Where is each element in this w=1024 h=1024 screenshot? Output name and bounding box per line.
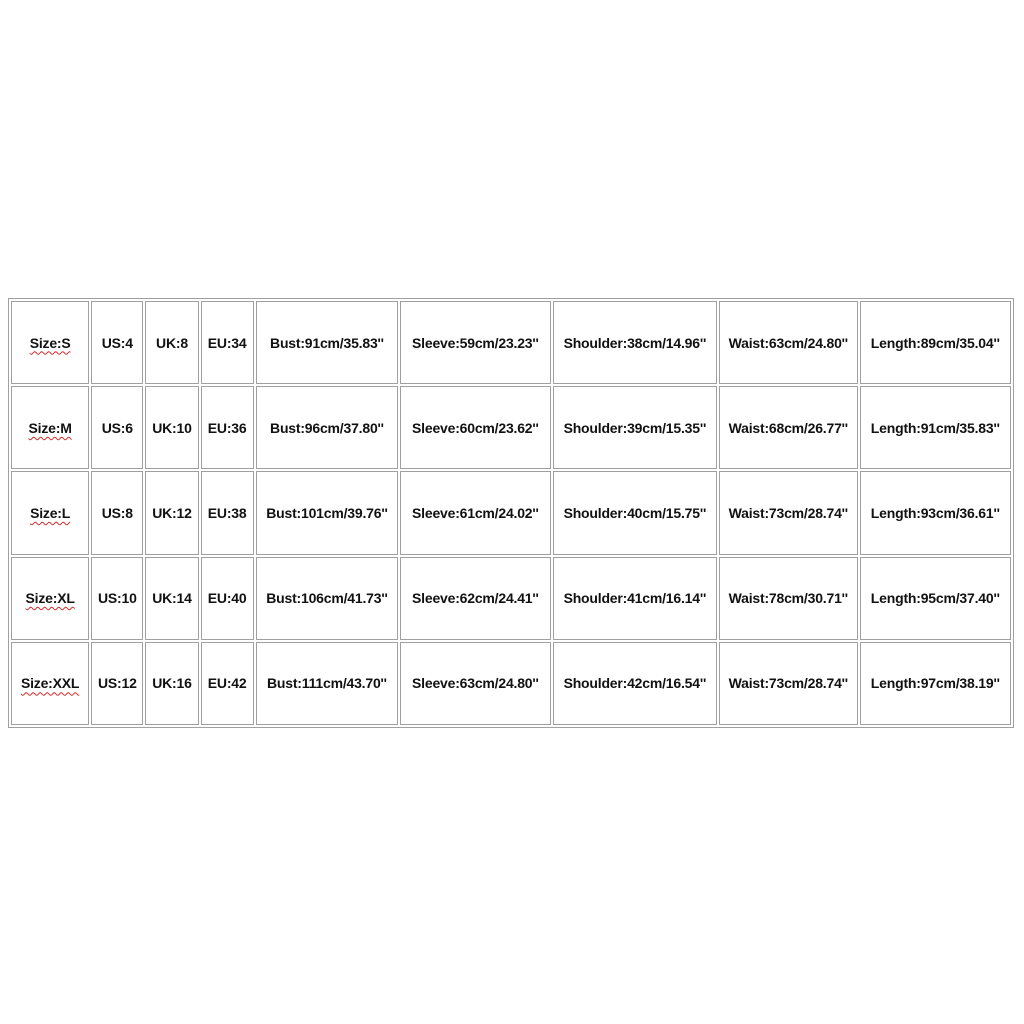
shoulder-cell: Shoulder:39cm/15.35'' — [553, 386, 718, 469]
size-cell — [11, 471, 89, 554]
sleeve-cell: Sleeve:63cm/24.80'' — [400, 642, 550, 725]
bust-cell: Bust:101cm/39.76'' — [256, 471, 398, 554]
length-cell: Length:89cm/35.04'' — [860, 301, 1012, 384]
waist-cell: Waist:78cm/30.71'' — [719, 557, 857, 640]
uk-size-cell: UK:16 — [145, 642, 198, 725]
bust-cell: Bust:96cm/37.80'' — [256, 386, 398, 469]
size-label: Size:M — [28, 419, 72, 436]
table-row — [11, 471, 1011, 554]
table-row — [11, 301, 1011, 384]
eu-size-cell: EU:42 — [201, 642, 254, 725]
size-chart-table — [8, 298, 1014, 728]
us-size-cell: US:8 — [91, 471, 143, 554]
waist-cell: Waist:73cm/28.74'' — [719, 471, 857, 554]
length-cell: Length:97cm/38.19'' — [860, 642, 1012, 725]
us-size-cell: US:12 — [91, 642, 143, 725]
eu-size-cell: EU:40 — [201, 557, 254, 640]
sleeve-cell: Sleeve:59cm/23.23'' — [400, 301, 550, 384]
us-size-cell: US:4 — [91, 301, 143, 384]
waist-cell: Waist:73cm/28.74'' — [719, 642, 857, 725]
length-cell: Length:93cm/36.61'' — [860, 471, 1012, 554]
table-row — [11, 386, 1011, 469]
size-cell — [11, 557, 89, 640]
bust-cell: Bust:91cm/35.83'' — [256, 301, 398, 384]
waist-cell: Waist:63cm/24.80'' — [719, 301, 857, 384]
size-cell — [11, 642, 89, 725]
eu-size-cell: EU:34 — [201, 301, 254, 384]
uk-size-cell: UK:10 — [145, 386, 198, 469]
table-row — [11, 642, 1011, 725]
bust-cell: Bust:106cm/41.73'' — [256, 557, 398, 640]
uk-size-cell: UK:8 — [145, 301, 198, 384]
shoulder-cell: Shoulder:42cm/16.54'' — [553, 642, 718, 725]
shoulder-cell: Shoulder:38cm/14.96'' — [553, 301, 718, 384]
uk-size-cell: UK:12 — [145, 471, 198, 554]
table-row — [11, 557, 1011, 640]
size-label: Size:XXL — [20, 675, 80, 692]
us-size-cell: US:6 — [91, 386, 143, 469]
size-label: Size:XL — [25, 590, 75, 607]
waist-cell: Waist:68cm/26.77'' — [719, 386, 857, 469]
size-cell — [11, 301, 89, 384]
sleeve-cell: Sleeve:60cm/23.62'' — [400, 386, 550, 469]
size-label: Size:L — [30, 504, 71, 521]
size-cell — [11, 386, 89, 469]
uk-size-cell: UK:14 — [145, 557, 198, 640]
shoulder-cell: Shoulder:41cm/16.14'' — [553, 557, 718, 640]
eu-size-cell: EU:36 — [201, 386, 254, 469]
size-label: Size:S — [29, 334, 71, 351]
length-cell: Length:91cm/35.83'' — [860, 386, 1012, 469]
sleeve-cell: Sleeve:61cm/24.02'' — [400, 471, 550, 554]
eu-size-cell: EU:38 — [201, 471, 254, 554]
bust-cell: Bust:111cm/43.70'' — [256, 642, 398, 725]
shoulder-cell: Shoulder:40cm/15.75'' — [553, 471, 718, 554]
us-size-cell: US:10 — [91, 557, 143, 640]
length-cell: Length:95cm/37.40'' — [860, 557, 1012, 640]
sleeve-cell: Sleeve:62cm/24.41'' — [400, 557, 550, 640]
